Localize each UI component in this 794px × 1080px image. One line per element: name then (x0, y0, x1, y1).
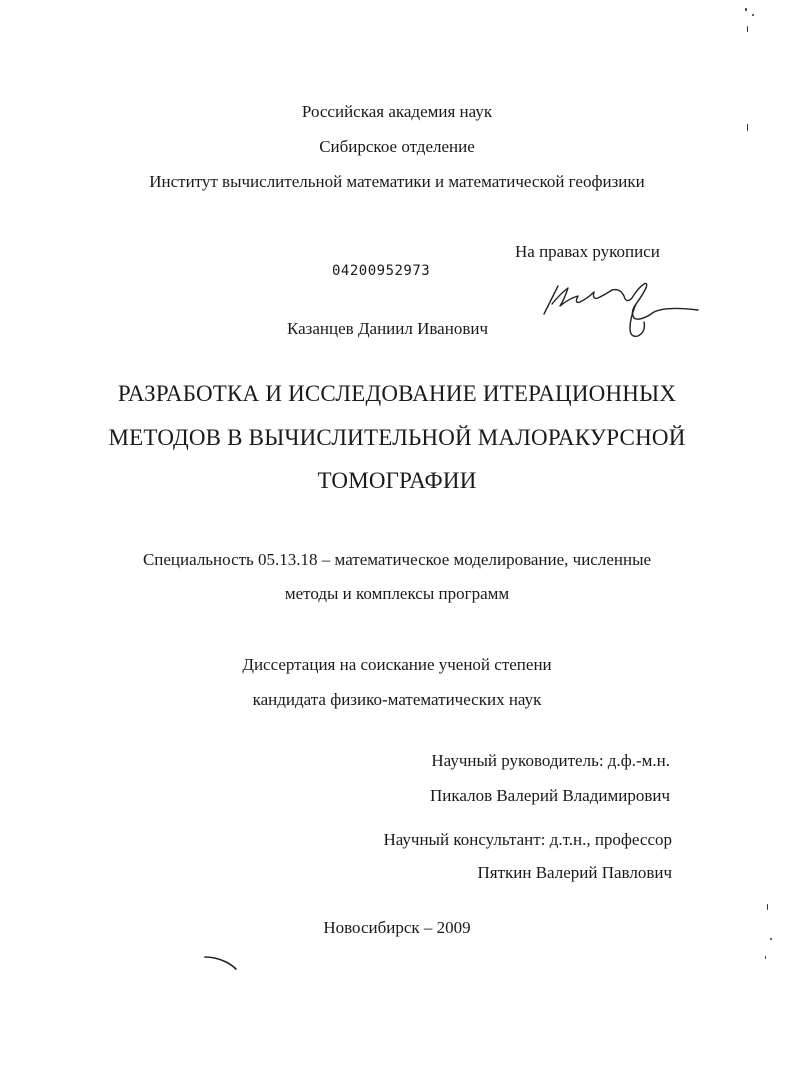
degree-line-1: Диссертация на соискание ученой степени (242, 655, 552, 674)
scan-speck (747, 26, 748, 32)
scan-speck (747, 124, 748, 131)
degree-line-2: кандидата физико-математических наук (252, 690, 542, 709)
scan-speck (765, 956, 766, 959)
place-and-year: Новосибирск – 2009 (323, 918, 471, 937)
supervisor-name: Пикалов Валерий Владимирович (430, 786, 670, 805)
branch-name: Сибирское отделение (319, 137, 475, 156)
scan-speck (745, 8, 747, 11)
registration-code: 04200952973 (332, 263, 431, 279)
thesis-title-line-2: МЕТОДОВ В ВЫЧИСЛИТЕЛЬНОЙ МАЛОРАКУРСНОЙ (108, 425, 686, 450)
supervisor-role: Научный руководитель: д.ф.-м.н. (431, 751, 670, 770)
manuscript-note: На правах рукописи (515, 242, 660, 261)
academy-name: Российская академия наук (301, 102, 493, 121)
thesis-title-line-3: ТОМОГРАФИИ (317, 468, 477, 493)
scan-speck (767, 904, 768, 910)
thesis-title-line-1: РАЗРАБОТКА И ИССЛЕДОВАНИЕ ИТЕРАЦИОННЫХ (117, 381, 677, 406)
consultant-name: Пяткин Валерий Павлович (477, 863, 672, 882)
author-name: Казанцев Даниил Иванович (287, 319, 489, 338)
scan-speck (752, 14, 754, 16)
specialty-line-2: методы и комплексы программ (284, 584, 510, 603)
scan-stroke-mark (204, 955, 238, 971)
scan-speck (770, 938, 772, 940)
specialty-line-1: Специальность 05.13.18 – математическое моделирование, численные (142, 550, 652, 569)
consultant-role: Научный консультант: д.т.н., профессор (383, 830, 672, 849)
signature (538, 278, 703, 343)
institute-name: Институт вычислительной математики и математической геофизики (149, 172, 645, 191)
